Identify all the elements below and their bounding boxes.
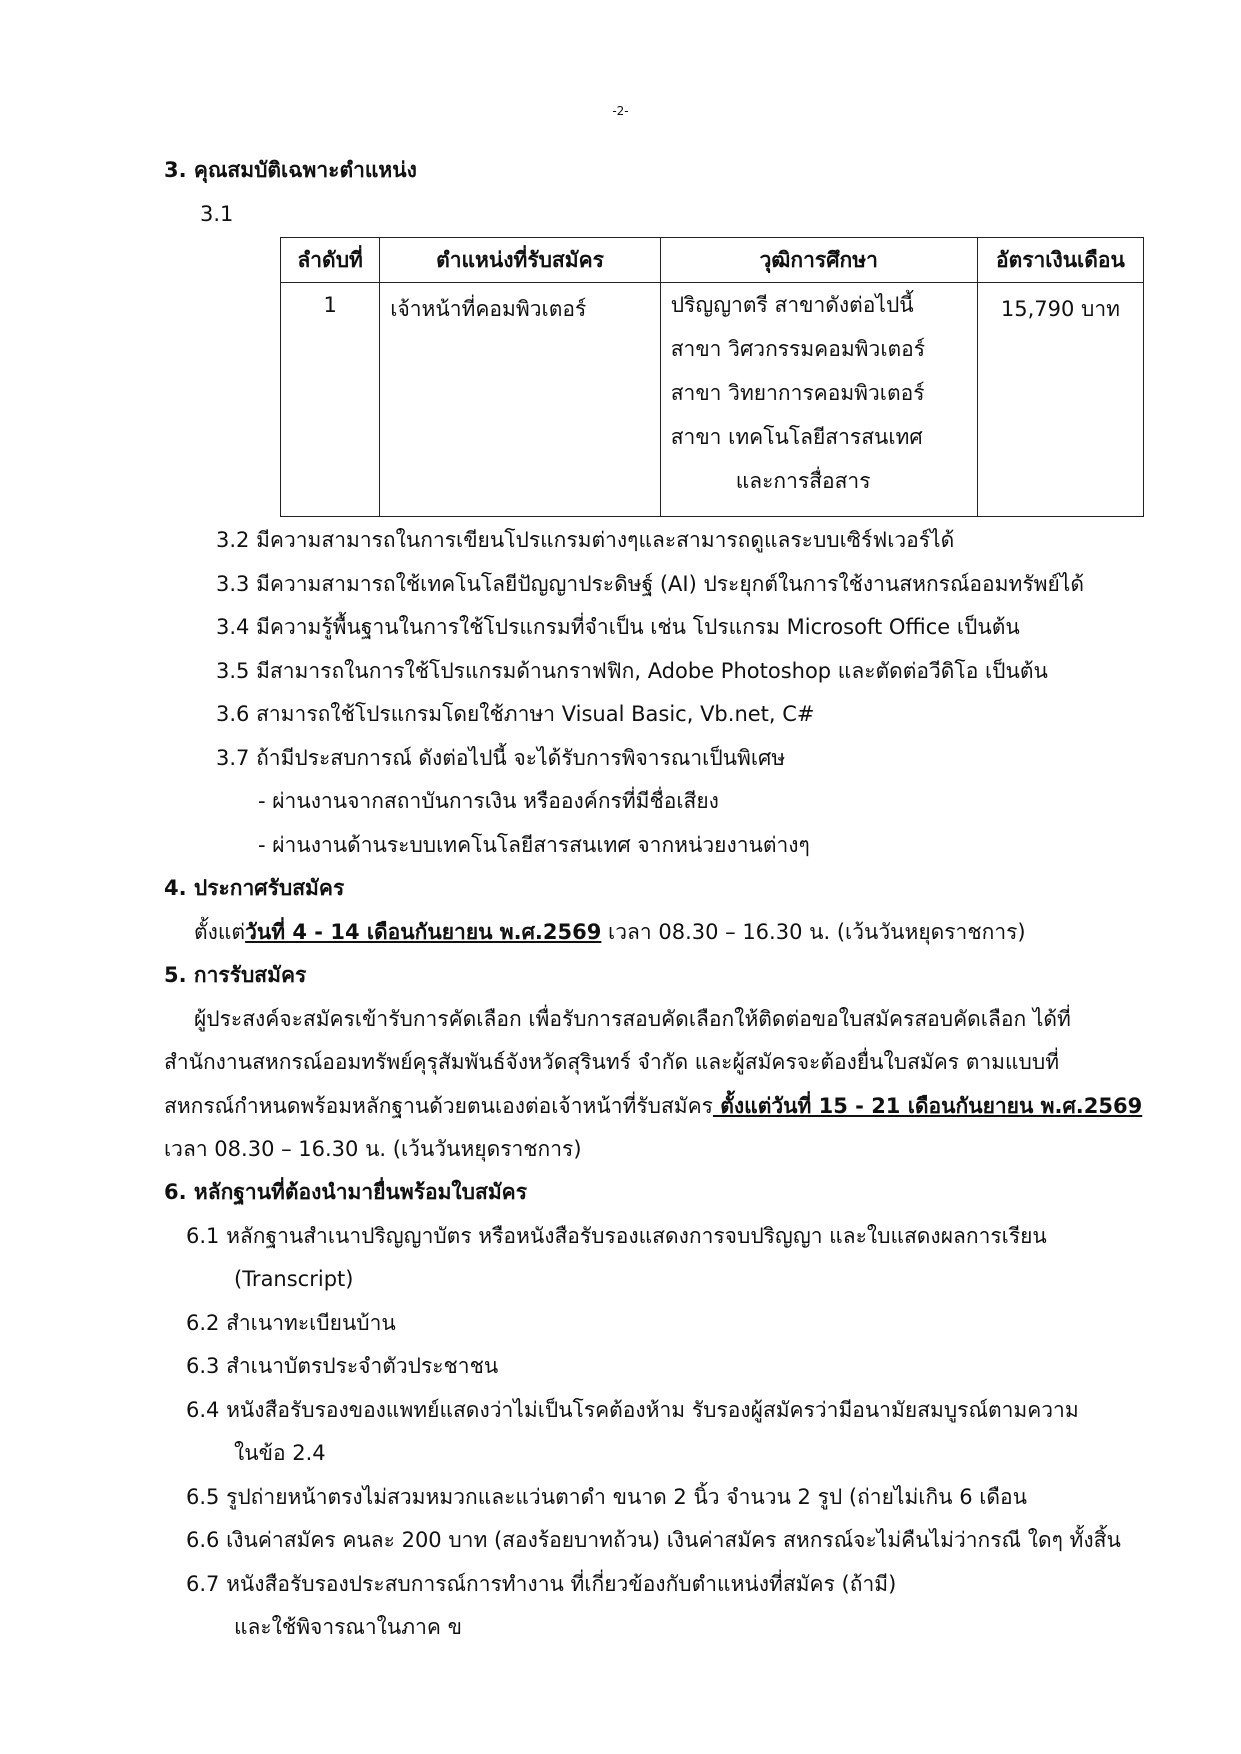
col-header-salary: อัตราเงินเดือน bbox=[977, 238, 1143, 283]
table-header-row bbox=[281, 238, 1144, 283]
application-line-3 bbox=[164, 1091, 1142, 1121]
item-3-6: 3.6 สามารถใช้โปรแกรมโดยใช้ภาษา Visual Basic, Vb.net, C# bbox=[216, 702, 815, 726]
section-6-heading: 6. หลักฐานที่ต้องนำมายื่นพร้อมใบสมัคร bbox=[164, 1180, 527, 1204]
table-row bbox=[281, 283, 1144, 517]
cell-salary: 15,790 บาท bbox=[977, 283, 1143, 517]
item-6-4: 6.4 หนังสือรับรองของแพทย์แสดงว่าไม่เป็นโรคต้องห้าม รับรองผู้สมัครว่ามีอนามัยสมบูรณ์ตามความ bbox=[186, 1398, 1079, 1422]
section-4-heading: 4. ประกาศรับสมัคร bbox=[164, 876, 345, 900]
announcement-time: เวลา 08.30 – 16.30 น. (เว้นวันหยุดราชการ) bbox=[601, 920, 1026, 944]
degree-line: และการสื่อสาร bbox=[735, 469, 871, 493]
application-line-3-text: สหกรณ์กำหนดพร้อมหลักฐานด้วยตนเองต่อเจ้าหน้าที่รับสมัคร bbox=[164, 1094, 713, 1118]
item-3-7: 3.7 ถ้ามีประสบการณ์ ดังต่อไปนี้ จะได้รับการพิจารณาเป็นพิเศษ bbox=[216, 746, 786, 770]
item-6-4-cont: ในข้อ 2.4 bbox=[234, 1441, 326, 1465]
item-6-1-cont: (Transcript) bbox=[234, 1267, 354, 1291]
col-header-degree: วุฒิการศึกษา bbox=[660, 238, 977, 283]
item-6-3: 6.3 สำเนาบัตรประจำตัวประชาชน bbox=[186, 1354, 499, 1378]
item-6-2: 6.2 สำเนาทะเบียนบ้าน bbox=[186, 1311, 396, 1335]
announcement-prefix: ตั้งแต่ bbox=[194, 920, 246, 944]
item-3-2: 3.2 มีความสามารถในการเขียนโปรแกรมต่างๆและสามารถดูแลระบบเซิร์ฟเวอร์ได้ bbox=[216, 528, 955, 552]
degree-line: สาขา วิทยาการคอมพิวเตอร์ bbox=[670, 381, 925, 405]
degree-line: สาขา เทคโนโลยีสารสนเทศ bbox=[670, 425, 923, 449]
item-6-5: 6.5 รูปถ่ายหน้าตรงไม่สวมหมวกและแว่นตาดำ ขนาด 2 นิ้ว จำนวน 2 รูป (ถ่ายไม่เกิน 6 เดือน bbox=[186, 1485, 1028, 1509]
page-number: -2- bbox=[612, 104, 629, 118]
announcement-line bbox=[194, 917, 1026, 947]
announcement-date: วันที่ 4 - 14 เดือนกันยายน พ.ศ.2569 bbox=[245, 920, 602, 944]
cell-no: 1 bbox=[281, 283, 380, 517]
item-6-7: 6.7 หนังสือรับรองประสบการณ์การทำงาน ที่เกี่ยวข้องกับตำแหน่งที่สมัคร (ถ้ามี) bbox=[186, 1572, 897, 1596]
item-3-1-label: 3.1 bbox=[200, 202, 234, 226]
position-table bbox=[280, 237, 1144, 517]
col-header-no: ลำดับที่ bbox=[281, 238, 380, 283]
item-3-3: 3.3 มีความสามารถใช้เทคโนโลยีปัญญาประดิษฐ์ (AI) ประยุกต์ในการใช้งานสหกรณ์ออมทรัพย์ได้ bbox=[216, 572, 1084, 596]
item-6-6: 6.6 เงินค่าสมัคร คนละ 200 บาท (สองร้อยบาทถ้วน) เงินค่าสมัคร สหกรณ์จะไม่คืนไม่ว่ากรณี ใดๆ ทั้งสิ้น bbox=[186, 1528, 1121, 1552]
application-date: ตั้งแต่วันที่ 15 - 21 เดือนกันยายน พ.ศ.2569 bbox=[712, 1094, 1143, 1118]
application-line-4: เวลา 08.30 – 16.30 น. (เว้นวันหยุดราชการ) bbox=[164, 1137, 582, 1161]
item-6-7-cont: และใช้พิจารณาในภาค ข bbox=[234, 1615, 463, 1639]
degree-line: ปริญญาตรี สาขาดังต่อไปนี้ bbox=[670, 293, 914, 317]
application-line-2: สำนักงานสหกรณ์ออมทรัพย์คุรุสัมพันธ์จังหวัดสุรินทร์ จำกัด และผู้สมัครจะต้องยื่นใบสมัคร ตามแบบที่ bbox=[164, 1050, 1060, 1074]
item-3-4: 3.4 มีความรู้พื้นฐานในการใช้โปรแกรมที่จำเป็น เช่น โปรแกรม Microsoft Office เป็นต้น bbox=[216, 615, 1020, 639]
cell-position: เจ้าหน้าที่คอมพิวเตอร์ bbox=[380, 283, 660, 517]
item-3-5: 3.5 มีสามารถในการใช้โปรแกรมด้านกราฟฟิก, Adobe Photoshop และตัดต่อวีดิโอ เป็นต้น bbox=[216, 659, 1048, 683]
sub-item-3-7-b: - ผ่านงานด้านระบบเทคโนโลยีสารสนเทศ จากหน่วยงานต่างๆ bbox=[258, 833, 810, 857]
application-line-1: ผู้ประสงค์จะสมัครเข้ารับการคัดเลือก เพื่อรับการสอบคัดเลือกให้ติดต่อขอใบสมัครสอบคัดเลือก ได้ที่ bbox=[194, 1007, 1071, 1031]
col-header-position: ตำแหน่งที่รับสมัคร bbox=[380, 238, 660, 283]
sub-item-3-7-a: - ผ่านงานจากสถาบันการเงิน หรือองค์กรที่มีชื่อเสียง bbox=[258, 789, 719, 813]
section-5-heading: 5. การรับสมัคร bbox=[164, 963, 307, 987]
cell-degree bbox=[660, 283, 977, 517]
degree-line: สาขา วิศวกรรมคอมพิวเตอร์ bbox=[670, 337, 926, 361]
section-3-heading: 3. คุณสมบัติเฉพาะตำแหน่ง bbox=[164, 158, 417, 182]
item-6-1: 6.1 หลักฐานสำเนาปริญญาบัตร หรือหนังสือรับรองแสดงการจบปริญญา และใบแสดงผลการเรียน bbox=[186, 1224, 1047, 1248]
